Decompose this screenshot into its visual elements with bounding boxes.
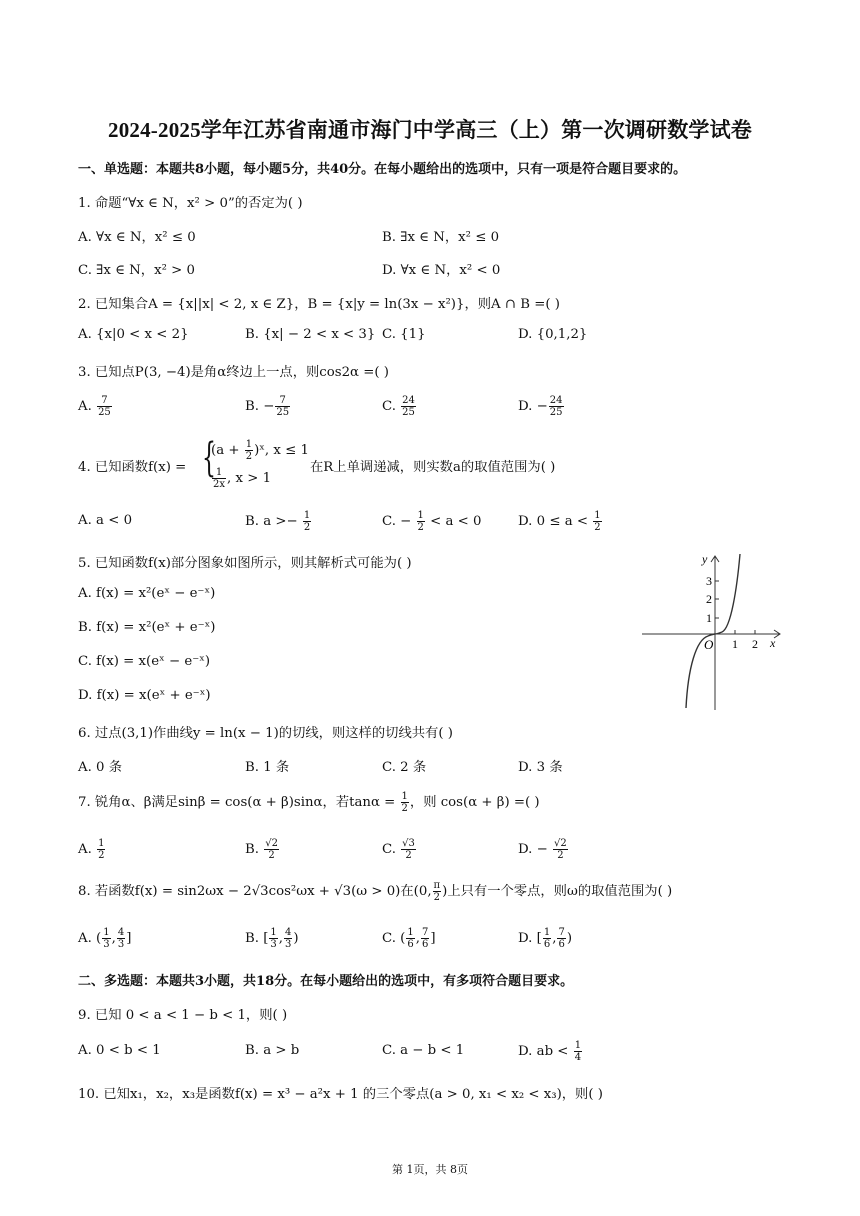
piecewise-brace: { xyxy=(202,435,216,481)
question-3-option-c: C. $\frac{24}{25}$ xyxy=(382,395,415,418)
question-4-suffix: 在R上单调递减，则实数a的取值范围为( ) xyxy=(310,460,556,475)
question-3-option-d: D. − $\frac{24}{25}$ xyxy=(518,395,563,418)
function-graph xyxy=(636,548,786,713)
y-axis-label: y xyxy=(702,552,708,566)
question-8-option-a: A. ( $\frac{1}{3}$ , $\frac{4}{3}$ ] xyxy=(78,927,132,950)
question-1-option-b: B. ∃x ∈ N，x² ≤ 0 xyxy=(382,230,500,245)
question-1-option-c: C. ∃x ∈ N，x² > 0 xyxy=(78,263,195,278)
question-7-option-a: A. $\frac{1}{2}$ xyxy=(78,838,105,861)
question-3-option-a: A. $\frac{7}{25}$ xyxy=(78,395,111,418)
question-2-option-c: C. {1} xyxy=(382,327,426,342)
question-5-option-c: C. f(x) = x(eˣ − e⁻ˣ) xyxy=(78,654,211,669)
question-9-option-b: B. a > b xyxy=(245,1043,300,1058)
question-2-option-a: A. {x|0 < x < 2} xyxy=(78,327,189,342)
question-1-option-a: A. ∀x ∈ N，x² ≤ 0 xyxy=(78,230,196,245)
question-6-stem: 6. 过点(3,1)作曲线y = ln(x − 1)的切线，则这样的切线共有( ) xyxy=(78,726,453,741)
question-2-option-d: D. {0,1,2} xyxy=(518,327,588,342)
question-5-option-b: B. f(x) = x²(eˣ + e⁻ˣ) xyxy=(78,620,216,635)
question-3-option-b: B. − $\frac{7}{25}$ xyxy=(245,395,290,418)
question-2-option-b: B. {x| − 2 < x < 3} xyxy=(245,327,376,342)
question-8-option-c: C. ( $\frac{1}{6}$ , $\frac{7}{6}$ ] xyxy=(382,927,436,950)
question-4-option-a: A. a < 0 xyxy=(78,513,133,528)
question-9-stem: 9. 已知 0 < a < 1 − b < 1，则( ) xyxy=(78,1008,288,1023)
y-tick-label-2: 2 xyxy=(706,592,712,606)
x-axis-label: x xyxy=(770,636,776,650)
page-footer: 第 1页，共 8页 xyxy=(392,1163,468,1176)
question-1-option-d: D. ∀x ∈ N，x² < 0 xyxy=(382,263,501,278)
origin-label: O xyxy=(704,637,714,652)
question-7-option-b: B. $\frac{√2}{2}$ xyxy=(245,838,278,861)
section-heading-single-choice: 一、单选题：本题共8小题，每小题5分，共40分。在每小题给出的选项中，只有一项是符合题目要求的。 xyxy=(78,162,687,177)
question-4-case-2: $\frac{1}{2x}$ , x > 1 xyxy=(213,467,272,490)
question-8-option-d: D. [ $\frac{1}{6}$ , $\frac{7}{6}$ ) xyxy=(518,927,573,950)
question-9-option-a: A. 0 < b < 1 xyxy=(78,1043,161,1058)
function-curve xyxy=(686,554,740,708)
question-6-option-c: C. 2 条 xyxy=(382,760,427,775)
question-4-option-d: D. 0 ≤ a < $\frac{1}{2}$ xyxy=(518,510,601,533)
question-8-option-b: B. [ $\frac{1}{3}$ , $\frac{4}{3}$ ) xyxy=(245,927,299,950)
question-4-option-b: B. a >− $\frac{1}{2}$ xyxy=(245,510,311,533)
y-tick-label-1: 1 xyxy=(706,611,712,625)
x-tick-label-2: 2 xyxy=(752,637,758,651)
question-5-option-a: A. f(x) = x²(eˣ − e⁻ˣ) xyxy=(78,586,216,601)
question-6-option-d: D. 3 条 xyxy=(518,760,563,775)
question-4-option-c: C. − $\frac{1}{2}$ < a < 0 xyxy=(382,510,482,533)
question-3-stem: 3. 已知点P(3, −4)是角α终边上一点，则cos2α =( ) xyxy=(78,365,389,380)
question-7-option-d: D. − $\frac{√2}{2}$ xyxy=(518,838,567,861)
y-tick-label-3: 3 xyxy=(706,574,712,588)
question-1-stem: 1. 命题“∀x ∈ N，x² > 0”的否定为( ) xyxy=(78,196,303,211)
question-7-stem: 7. 锐角α、β满足sinβ = cos(α + β)sinα，若tanα = $\frac{1}{2}$ ，则 cos(α + β) =( ) xyxy=(78,791,540,814)
question-7-option-c: C. $\frac{√3}{2}$ xyxy=(382,838,415,861)
question-2-stem: 2. 已知集合A = {x||x| < 2, x ∈ Z}，B = {x|y = ln(3x − x²)}，则A ∩ B =( ) xyxy=(78,297,560,312)
question-5-option-d: D. f(x) = x(eˣ + e⁻ˣ) xyxy=(78,688,211,703)
question-9-option-d: D. ab < $\frac{1}{4}$ xyxy=(518,1040,582,1063)
question-4-case-1: (a + $\frac{1}{2}$ )ˣ, x ≤ 1 xyxy=(211,439,309,462)
question-5-stem: 5. 已知函数f(x)部分图象如图所示，则其解析式可能为( ) xyxy=(78,556,412,571)
question-9-option-c: C. a − b < 1 xyxy=(382,1043,465,1058)
section-heading-multiple-choice: 二、多选题：本题共3小题，共18分。在每小题给出的选项中，有多项符合题目要求。 xyxy=(78,974,574,989)
question-8-stem: 8. 若函数f(x) = sin2ωx − 2√3cos²ωx + √3(ω > 0)在(0, $\frac{\pi}{2}$ )上只有一个零点，则ω的取值范围为( ) xyxy=(78,880,673,903)
page-title: 2024-2025学年江苏省南通市海门中学高三（上）第一次调研数学试卷 xyxy=(108,118,752,142)
question-4-prefix: 4. 已知函数f(x) = xyxy=(78,460,187,475)
question-10-stem: 10. 已知x₁，x₂，x₃是函数f(x) = x³ − a²x + 1 的三个零点(a > 0, x₁ < x₂ < x₃)，则( ) xyxy=(78,1087,603,1102)
x-tick-label-1: 1 xyxy=(732,637,738,651)
question-6-option-b: B. 1 条 xyxy=(245,760,290,775)
question-6-option-a: A. 0 条 xyxy=(78,760,123,775)
